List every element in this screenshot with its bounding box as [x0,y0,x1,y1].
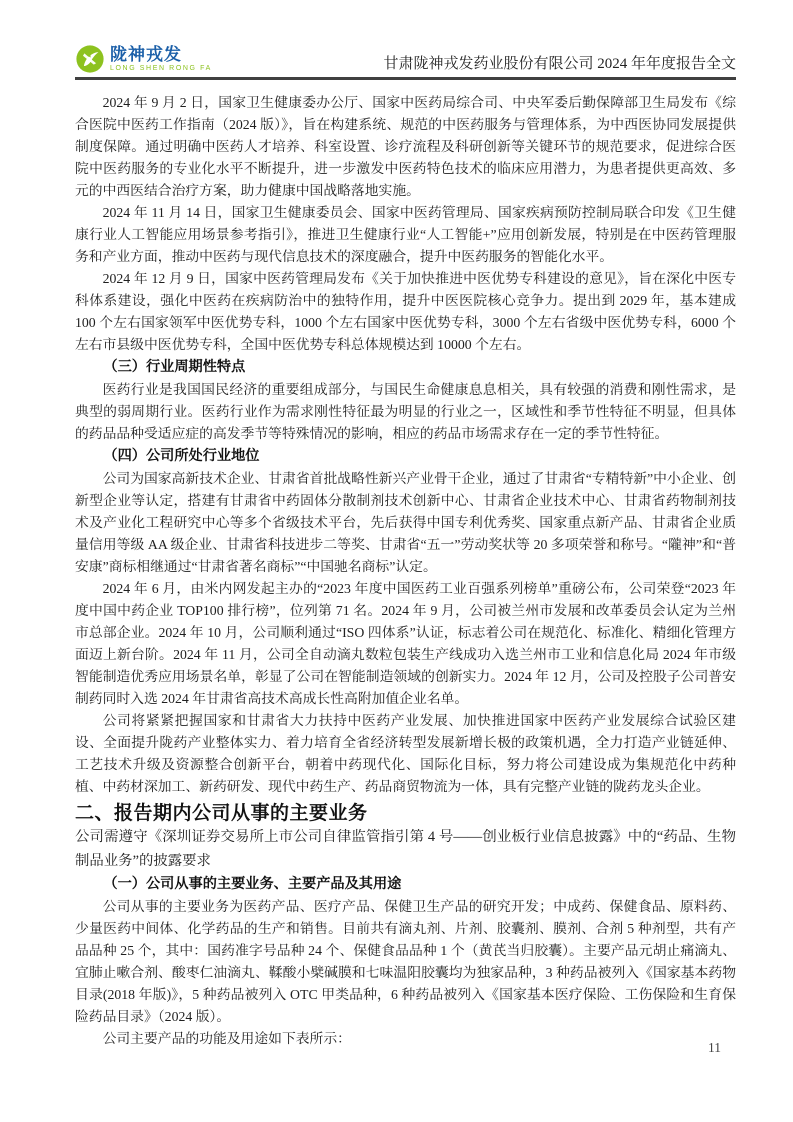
paragraph-main-business-detail: 公司从事的主要业务为医药产品、医疗产品、保健卫生产品的研究开发；中成药、保健食品、原料药、少量医药中间体、化学药品的生产和销售。目前共有滴丸剂、片剂、胶囊剂、膜剂、合剂 5 种剂型，共有产品品种 25 个，其中：国药准字号品种 24 个、保健食品品种 1 个（黄芪当归胶囊）。主要产品元胡止痛滴丸、宜肺止嗽合剂、酸枣仁油滴丸、鞣酸小檗碱膜和七味温阳胶囊均为独家品种，3 种药品被列入《国家基本药物目录(2018 年版)》，5 种药品被列入 OTC 甲类品种，6 种药品被列入《国家基本医疗保险、工伤保险和生育保险药品目录》（2024 版）。 [75,899,736,1024]
page-header [75,44,736,74]
paragraph-policy-ai-2024-11: 2024 年 11 月 14 日，国家卫生健康委员会、国家中医药管理局、国家疾病预防控制局联合印发《卫生健康行业人工智能应用场景参考指引》，推进卫生健康行业“人工智能+”应用创新发展，特别是在中医药管理服务和产业方面，推动中医药与现代信息技术的深度融合，提升中医药服务的智能化水平。 [75,205,736,264]
paragraph-policy-guide-2024-09: 2024 年 9 月 2 日，国家卫生健康委办公厅、国家中医药局综合司、中央军委后勤保障部卫生局发布《综合医院中医药工作指南（2024 版）》，旨在构建系统、规范的中医药服务与管理体系，为中西医协同发展提供制度保障。通过明确中医药人才培养、科室设置、诊疗流程及科研创新等关键环节的规范要求，促进综合医院中医药服务的专业化水平不断提升，进一步激发中医药特色技术的临床应用潜力，为患者提供更高效、多元的中西医结合治疗方案，助力健康中国战略落地实施。 [75,95,736,198]
section-heading-industry-cycle: （三）行业周期性特点 [103,359,246,375]
paragraph-disclosure-requirement: 公司需遵守《深圳证券交易所上市公司自律监管指引第 4 号——创业板行业信息披露》中的“药品、生物制品业务”的披露要求 [75,829,736,869]
paragraph-company-strategy: 公司将紧紧把握国家和甘肃省大力扶持中医药产业发展、加快推进国家中医药产业发展综合试验区建设、全面提升陇药产业整体实力、着力培育全省经济转型发展新增长极的政策机遇，全力打造产业链延伸、工艺技术升级及资源整合创新平台，朝着中药现代化、国际化目标，努力将公司建设成为集规范化中药种植、中药材深加工、新药研发、现代中药生产、药品商贸物流为一体，具有完整产业链的陇药龙头企业。 [75,713,736,794]
paragraph-company-awards-2024: 2024 年 6 月，由米内网发起主办的“2023 年度中国医药工业百强系列榜单”重磅公布，公司荣登“2023 年度中国中药企业 TOP100 排行榜”，位列第 71 名。2024 年 9 月，公司被兰州市发展和改革委员会认定为兰州市总部企业。2024 年 10 月，公司顺利通过“ISO 四体系”认证，标志着公司在规范化、标准化、精细化管理方面迈上新台阶。2024 年 11 月，公司全自动滴丸数粒包装生产线成功入选兰州市工业和信息化局 2024 年市级智能制造优秀应用场景名单，彰显了公司在智能制造领域的创新实力。2024 年 12 月，公司及控股子公司普安制药同时入选 2024 年甘肃省高技术高成长性高附加值企业名单。 [75,581,736,706]
logo-cn-text: 陇神戎发 [110,45,182,64]
paragraph-industry-cycle: 医药行业是我国国民经济的重要组成部分，与国民生命健康息息相关，具有较强的消费和刚性需求，是典型的弱周期行业。医药行业作为需求刚性特征最为明显的行业之一，区域性和季节性特征不明显，但具体的药品品种受适应症的高发季节等特殊情况的影响，相应的药品市场需求存在一定的季节性特征。 [75,382,736,441]
logo-en-text: LONG SHEN RONG FA [110,65,212,72]
report-title: 甘肃陇神戎发药业股份有限公司 2024 年年度报告全文 [383,56,736,72]
section-heading-industry-position: （四）公司所处行业地位 [103,448,260,464]
logo-text [110,46,212,72]
paragraph-products-table-lead-in: 公司主要产品的功能及用途如下表所示： [102,1031,351,1046]
company-logo [75,44,212,74]
page-number: 11 [708,1040,721,1055]
paragraph-policy-specialty-2024-12: 2024 年 12 月 9 日，国家中医药管理局发布《关于加快推进中医优势专科建设的意见》，旨在深化中医专科体系建设，强化中医药在疾病防治中的独特作用，提升中医医院核心竞争力。提出到 2029 年，基本建成 100 个左右国家领军中医优势专科，1000 个左右国家中医优势专科，3000 个左右省级中医优势专科，6000 个左右市县级中医优势专科，全国中医优势专科总体规模达到 10000 个左右。 [75,271,736,352]
logo-leaf-icon [75,44,105,74]
paragraph-company-honors: 公司为国家高新技术企业、甘肃省首批战略性新兴产业骨干企业，通过了甘肃省“专精特新”中小企业、创新型企业等认定，搭建有甘肃省中药固体分散制剂技术创新中心、甘肃省企业技术中心、甘肃省药物制剂技术及产业化工程研究中心等多个省级技术平台，先后获得中国专利优秀奖、国家重点新产品、甘肃省企业质量信用等级 AA 级企业、甘肃省科技进步二等奖、甘肃省“五一”劳动奖状等 20 多项荣誉和称号。“隴神”和“普安康”商标相继通过“甘肃省著名商标”“中国驰名商标”认定。 [75,471,736,574]
chapter-heading-main-business: 二、报告期内公司从事的主要业务 [75,803,368,824]
header-divider [75,77,736,80]
document-body [75,92,736,1050]
section-heading-main-business-products: （一）公司从事的主要业务、主要产品及其用途 [103,876,402,892]
